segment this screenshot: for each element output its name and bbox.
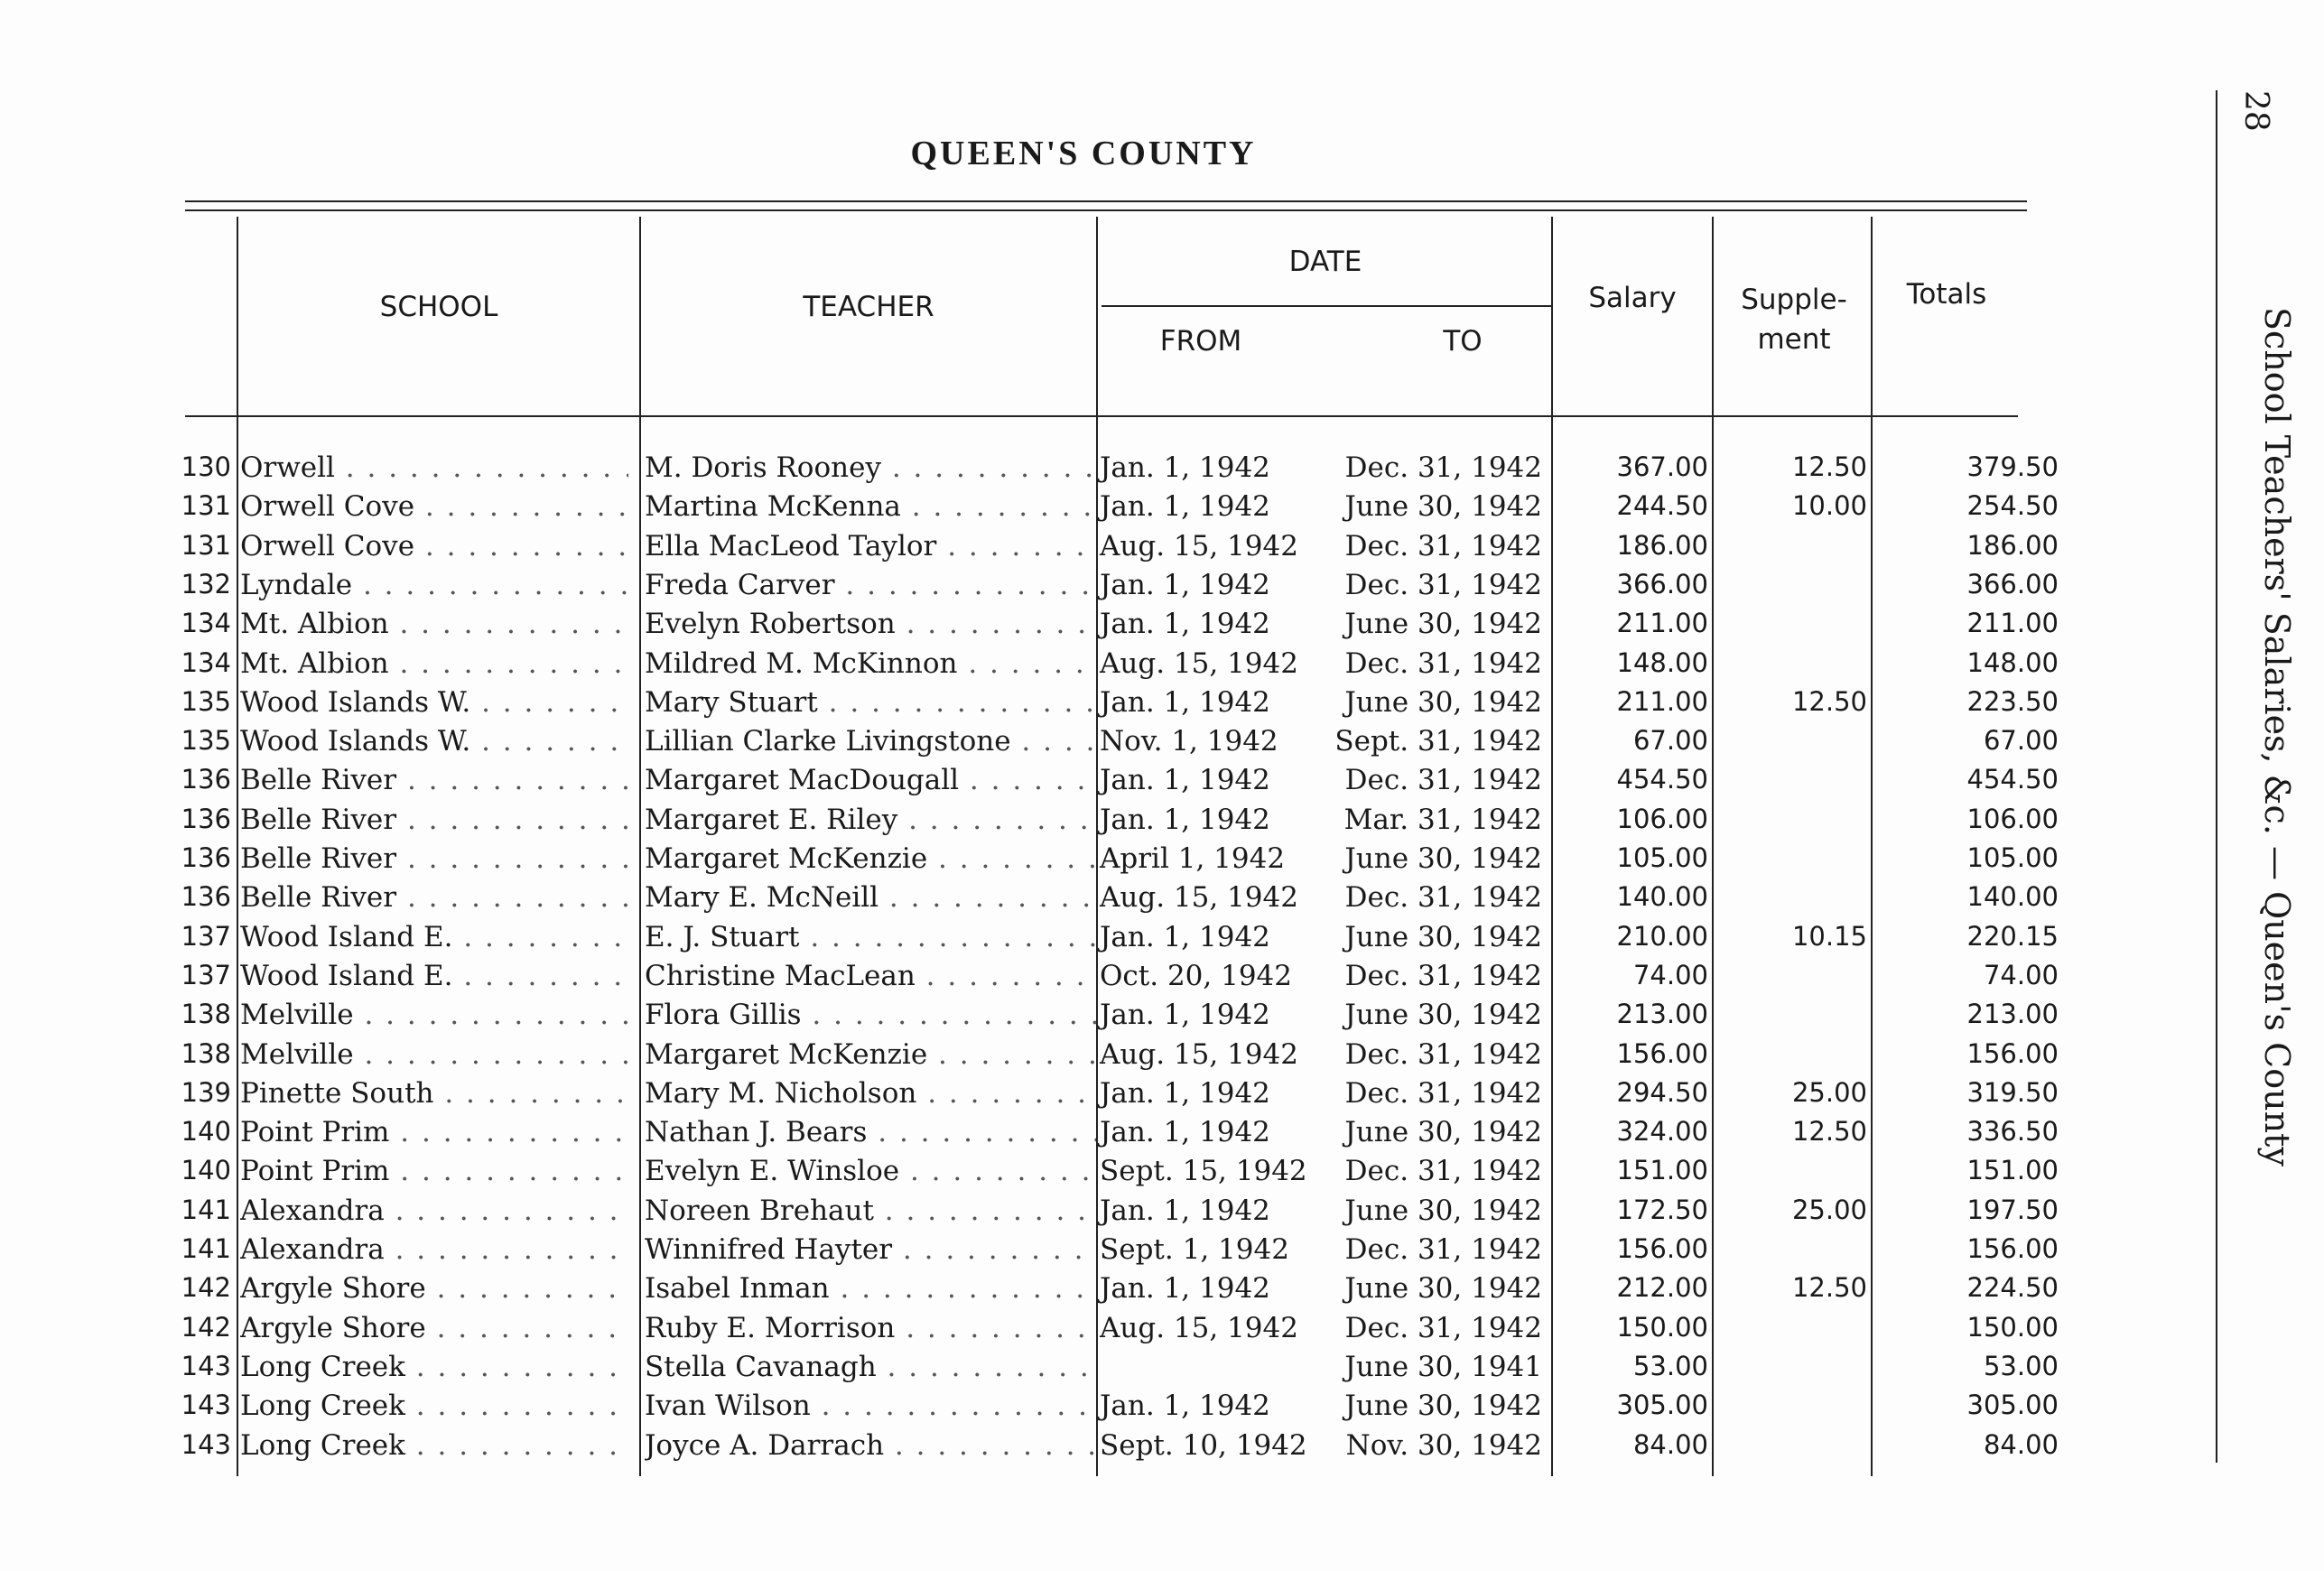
row-number: 136 — [181, 803, 231, 834]
total: 140.00 — [1966, 881, 2059, 913]
supplement: 12.50 — [1791, 451, 1867, 482]
salary: 454.50 — [1616, 764, 1708, 795]
salary: 211.00 — [1616, 608, 1708, 639]
teacher-name: Freda Carver . . . — [645, 569, 1096, 601]
header-supplement: Supple- ment — [1741, 284, 1847, 356]
teacher-name: Isabel Inman . . . — [645, 1272, 1096, 1305]
date-to: Mar. 31, 1942 — [1343, 803, 1542, 836]
total: 156.00 — [1966, 1233, 2059, 1264]
date-from: Jan. 1, 1942 — [1100, 920, 1270, 953]
salary: 74.00 — [1632, 959, 1708, 990]
teacher-name: Evelyn E. Winsloe . . . — [645, 1155, 1096, 1187]
salary: 324.00 — [1616, 1116, 1708, 1148]
date-from: Jan. 1, 1942 — [1100, 764, 1270, 797]
total: 67.00 — [1983, 725, 2059, 757]
total: 213.00 — [1966, 999, 2059, 1030]
row-number: 140 — [181, 1155, 231, 1186]
salary: 151.00 — [1616, 1155, 1708, 1186]
total: 84.00 — [1983, 1428, 2059, 1460]
total: 151.00 — [1966, 1155, 2059, 1186]
school-name: Mt. Albion . . . — [240, 608, 628, 640]
total: 379.50 — [1966, 451, 2059, 482]
total: 220.15 — [1966, 920, 2059, 952]
row-number: 138 — [181, 1037, 231, 1069]
salary: 186.00 — [1616, 529, 1708, 561]
date-to: June 30, 1942 — [1344, 685, 1542, 719]
total: 319.50 — [1966, 1076, 2059, 1108]
teacher-name: Margaret MacDougall . . . — [645, 764, 1096, 796]
total: 223.50 — [1966, 685, 2059, 717]
school-name: Long Creek . . . — [240, 1390, 628, 1422]
date-from: Nov. 1, 1942 — [1100, 725, 1278, 758]
date-split-rule — [1102, 305, 1553, 307]
school-name: Orwell Cove . . . — [240, 490, 628, 523]
date-to: Dec. 31, 1942 — [1344, 568, 1542, 601]
school-name: Mt. Albion . . . — [240, 647, 628, 680]
date-to: Dec. 31, 1942 — [1344, 1076, 1542, 1110]
supplement: 10.15 — [1791, 920, 1867, 952]
date-to: Dec. 31, 1942 — [1344, 451, 1542, 484]
teacher-name: Lillian Clarke Livingstone . . . — [645, 725, 1096, 758]
total: 74.00 — [1983, 959, 2059, 990]
total: 53.00 — [1983, 1350, 2059, 1381]
row-number: 140 — [181, 1116, 231, 1148]
date-from: Jan. 1, 1942 — [1100, 1272, 1270, 1306]
row-number: 134 — [181, 608, 231, 639]
supplement: 12.50 — [1791, 685, 1867, 717]
school-name: Belle River . . . — [240, 881, 628, 914]
date-to: Dec. 31, 1942 — [1344, 881, 1542, 915]
col-divider — [1096, 217, 1098, 1476]
date-from: Jan. 1, 1942 — [1100, 608, 1270, 641]
supplement: 25.00 — [1791, 1076, 1867, 1108]
date-to: June 30, 1942 — [1344, 1390, 1542, 1423]
school-name: Wood Island E. . . . — [240, 921, 628, 953]
header-teacher: TEACHER — [803, 291, 934, 323]
date-from: Jan. 1, 1942 — [1100, 999, 1270, 1032]
total: 197.50 — [1966, 1194, 2059, 1225]
col-divider — [639, 217, 641, 1476]
teacher-name: Christine MacLean . . . — [645, 960, 1096, 992]
date-from: Aug. 15, 1942 — [1100, 1037, 1298, 1071]
date-from: Sept. 15, 1942 — [1100, 1155, 1307, 1188]
salary: 106.00 — [1616, 803, 1708, 834]
row-number: 138 — [181, 999, 231, 1030]
header-bottom-rule — [185, 415, 2018, 417]
school-name: Wood Islands W. . . . — [240, 686, 628, 719]
row-number: 137 — [181, 920, 231, 952]
total: 366.00 — [1966, 568, 2059, 600]
school-name: Point Prim . . . — [240, 1155, 628, 1187]
date-from: Aug. 15, 1942 — [1100, 1311, 1298, 1344]
top-rule — [185, 200, 2027, 202]
school-name: Orwell . . . — [240, 451, 628, 484]
total: 254.50 — [1966, 490, 2059, 522]
teacher-name: Margaret McKenzie . . . — [645, 1038, 1096, 1071]
date-from: Jan. 1, 1942 — [1100, 1076, 1270, 1110]
header-salary: Salary — [1588, 282, 1677, 314]
date-from: Jan. 1, 1942 — [1100, 1390, 1270, 1423]
school-name: Belle River . . . — [240, 842, 628, 875]
school-name: Melville . . . — [240, 1038, 628, 1071]
top-rule-2 — [185, 209, 2027, 211]
date-to: June 30, 1942 — [1344, 1116, 1542, 1149]
salary: 366.00 — [1616, 568, 1708, 600]
total: 454.50 — [1966, 764, 2059, 795]
col-divider — [1871, 217, 1873, 1476]
school-name: Belle River . . . — [240, 764, 628, 796]
date-to: June 30, 1942 — [1344, 1272, 1542, 1306]
row-number: 142 — [181, 1272, 231, 1304]
date-from: Aug. 15, 1942 — [1100, 646, 1298, 680]
total: 336.50 — [1966, 1116, 2059, 1148]
date-from: Sept. 1, 1942 — [1100, 1233, 1289, 1266]
school-name: Belle River . . . — [240, 804, 628, 836]
teacher-name: Flora Gillis . . . — [645, 999, 1096, 1031]
school-name: Pinette South . . . — [240, 1077, 628, 1110]
teacher-name: Nathan J. Bears . . . — [645, 1116, 1096, 1148]
teacher-name: E. J. Stuart . . . — [645, 921, 1096, 953]
col-divider — [237, 217, 238, 1476]
salary: 84.00 — [1632, 1428, 1708, 1460]
total: 156.00 — [1966, 1037, 2059, 1069]
total: 224.50 — [1966, 1272, 2059, 1304]
row-number: 136 — [181, 764, 231, 795]
teacher-name: Stella Cavanagh . . . — [645, 1351, 1096, 1383]
date-to: June 30, 1942 — [1344, 608, 1542, 641]
teacher-name: Joyce A. Darrach . . . — [645, 1429, 1096, 1462]
school-name: Long Creek . . . — [240, 1429, 628, 1462]
salary: 210.00 — [1616, 920, 1708, 952]
date-to: Dec. 31, 1942 — [1344, 764, 1542, 797]
row-number: 135 — [181, 725, 231, 757]
date-from: Jan. 1, 1942 — [1100, 1194, 1270, 1227]
salary: 211.00 — [1616, 685, 1708, 717]
school-name: Lyndale . . . — [240, 569, 628, 601]
date-from: Aug. 15, 1942 — [1100, 529, 1298, 562]
teacher-name: Martina McKenna . . . — [645, 490, 1096, 523]
date-to: Dec. 31, 1942 — [1344, 1037, 1542, 1071]
header-school: SCHOOL — [379, 291, 498, 323]
supplement: 12.50 — [1791, 1272, 1867, 1304]
salary: 213.00 — [1616, 999, 1708, 1030]
school-name: Alexandra . . . — [240, 1233, 628, 1266]
teacher-name: Margaret McKenzie . . . — [645, 842, 1096, 875]
salary: 140.00 — [1616, 881, 1708, 913]
row-number: 137 — [181, 959, 231, 990]
date-from: Jan. 1, 1942 — [1100, 568, 1270, 601]
date-to: June 30, 1942 — [1344, 1194, 1542, 1227]
date-from: April 1, 1942 — [1100, 842, 1286, 875]
salary: 367.00 — [1616, 451, 1708, 482]
total: 150.00 — [1966, 1311, 2059, 1343]
supplement: 10.00 — [1791, 490, 1867, 522]
total: 211.00 — [1966, 608, 2059, 639]
teacher-name: Noreen Brehaut . . . — [645, 1195, 1096, 1227]
row-number: 135 — [181, 685, 231, 717]
row-number: 143 — [181, 1350, 231, 1381]
row-number: 136 — [181, 842, 231, 873]
teacher-name: Mildred M. McKinnon . . . — [645, 647, 1096, 680]
total: 106.00 — [1966, 803, 2059, 834]
school-name: Long Creek . . . — [240, 1351, 628, 1383]
header-totals: Totals — [1906, 278, 1987, 311]
total: 186.00 — [1966, 529, 2059, 561]
header-date: DATE — [1288, 246, 1362, 278]
school-name: Orwell Cove . . . — [240, 530, 628, 562]
date-to: Dec. 31, 1942 — [1344, 1233, 1542, 1266]
date-from: Jan. 1, 1942 — [1100, 1116, 1270, 1149]
salary: 305.00 — [1616, 1390, 1708, 1421]
row-number: 142 — [181, 1311, 231, 1343]
date-to: Dec. 31, 1942 — [1344, 959, 1542, 992]
date-from: Sept. 10, 1942 — [1100, 1428, 1307, 1462]
salary: 67.00 — [1632, 725, 1708, 757]
side-heading: School Teachers' Salaries, &c. — Queen's County — [2257, 307, 2297, 1167]
row-number: 134 — [181, 646, 231, 678]
date-from: Jan. 1, 1942 — [1100, 490, 1270, 524]
school-name: Argyle Shore . . . — [240, 1312, 628, 1344]
salary: 212.00 — [1616, 1272, 1708, 1304]
row-number: 141 — [181, 1233, 231, 1264]
school-name: Wood Island E. . . . — [240, 960, 628, 992]
date-from: Jan. 1, 1942 — [1100, 685, 1270, 719]
supplement: 25.00 — [1791, 1194, 1867, 1225]
page-number: 28 — [2237, 90, 2274, 132]
teacher-name: Margaret E. Riley . . . — [645, 804, 1096, 836]
salary: 105.00 — [1616, 842, 1708, 873]
salary: 156.00 — [1616, 1233, 1708, 1264]
salary: 156.00 — [1616, 1037, 1708, 1069]
date-to: Dec. 31, 1942 — [1344, 1311, 1542, 1344]
date-to: June 30, 1942 — [1344, 490, 1542, 524]
date-to: Dec. 31, 1942 — [1344, 529, 1542, 562]
salary: 148.00 — [1616, 646, 1708, 678]
total: 148.00 — [1966, 646, 2059, 678]
row-number: 143 — [181, 1428, 231, 1460]
row-number: 131 — [181, 490, 231, 522]
school-name: Wood Islands W. . . . — [240, 725, 628, 758]
date-from: Oct. 20, 1942 — [1100, 959, 1292, 992]
header-from: FROM — [1159, 325, 1242, 358]
teacher-name: Ruby E. Morrison . . . — [645, 1312, 1096, 1344]
date-to: June 30, 1941 — [1344, 1350, 1542, 1383]
row-number: 143 — [181, 1390, 231, 1421]
school-name: Melville . . . — [240, 999, 628, 1031]
total: 305.00 — [1966, 1390, 2059, 1421]
salary: 244.50 — [1616, 490, 1708, 522]
total: 105.00 — [1966, 842, 2059, 873]
row-number: 139 — [181, 1076, 231, 1108]
date-to: Dec. 31, 1942 — [1344, 646, 1542, 680]
teacher-name: Ivan Wilson . . . — [645, 1390, 1096, 1422]
teacher-name: Evelyn Robertson . . . — [645, 608, 1096, 640]
col-divider — [1712, 217, 1714, 1476]
salary: 150.00 — [1616, 1311, 1708, 1343]
margin-rule — [2216, 90, 2217, 1463]
teacher-name: Winnifred Hayter . . . — [645, 1233, 1096, 1266]
school-name: Alexandra . . . — [240, 1195, 628, 1227]
school-name: Argyle Shore . . . — [240, 1272, 628, 1305]
row-number: 136 — [181, 881, 231, 913]
date-to: Dec. 31, 1942 — [1344, 1155, 1542, 1188]
teacher-name: Ella MacLeod Taylor . . . — [645, 530, 1096, 562]
header-to: TO — [1443, 325, 1483, 358]
teacher-name: Mary E. McNeill . . . — [645, 881, 1096, 914]
date-to: June 30, 1942 — [1344, 999, 1542, 1032]
date-from: Jan. 1, 1942 — [1100, 803, 1270, 836]
page-title: QUEEN'S COUNTY — [910, 135, 1257, 172]
supplement: 12.50 — [1791, 1116, 1867, 1148]
date-to: Sept. 31, 1942 — [1334, 725, 1542, 758]
row-number: 131 — [181, 529, 231, 561]
date-to: June 30, 1942 — [1344, 842, 1542, 875]
date-from: Aug. 15, 1942 — [1100, 881, 1298, 915]
salary: 53.00 — [1632, 1350, 1708, 1381]
date-to: June 30, 1942 — [1344, 920, 1542, 953]
row-number: 141 — [181, 1194, 231, 1225]
teacher-name: Mary M. Nicholson . . . — [645, 1077, 1096, 1110]
row-number: 132 — [181, 568, 231, 600]
salary: 172.50 — [1616, 1194, 1708, 1225]
teacher-name: M. Doris Rooney . . . — [645, 451, 1096, 484]
date-to: Nov. 30, 1942 — [1345, 1428, 1542, 1462]
date-from: Jan. 1, 1942 — [1100, 451, 1270, 484]
salary: 294.50 — [1616, 1076, 1708, 1108]
row-number: 130 — [181, 451, 231, 482]
teacher-name: Mary Stuart . . . — [645, 686, 1096, 719]
school-name: Point Prim . . . — [240, 1116, 628, 1148]
